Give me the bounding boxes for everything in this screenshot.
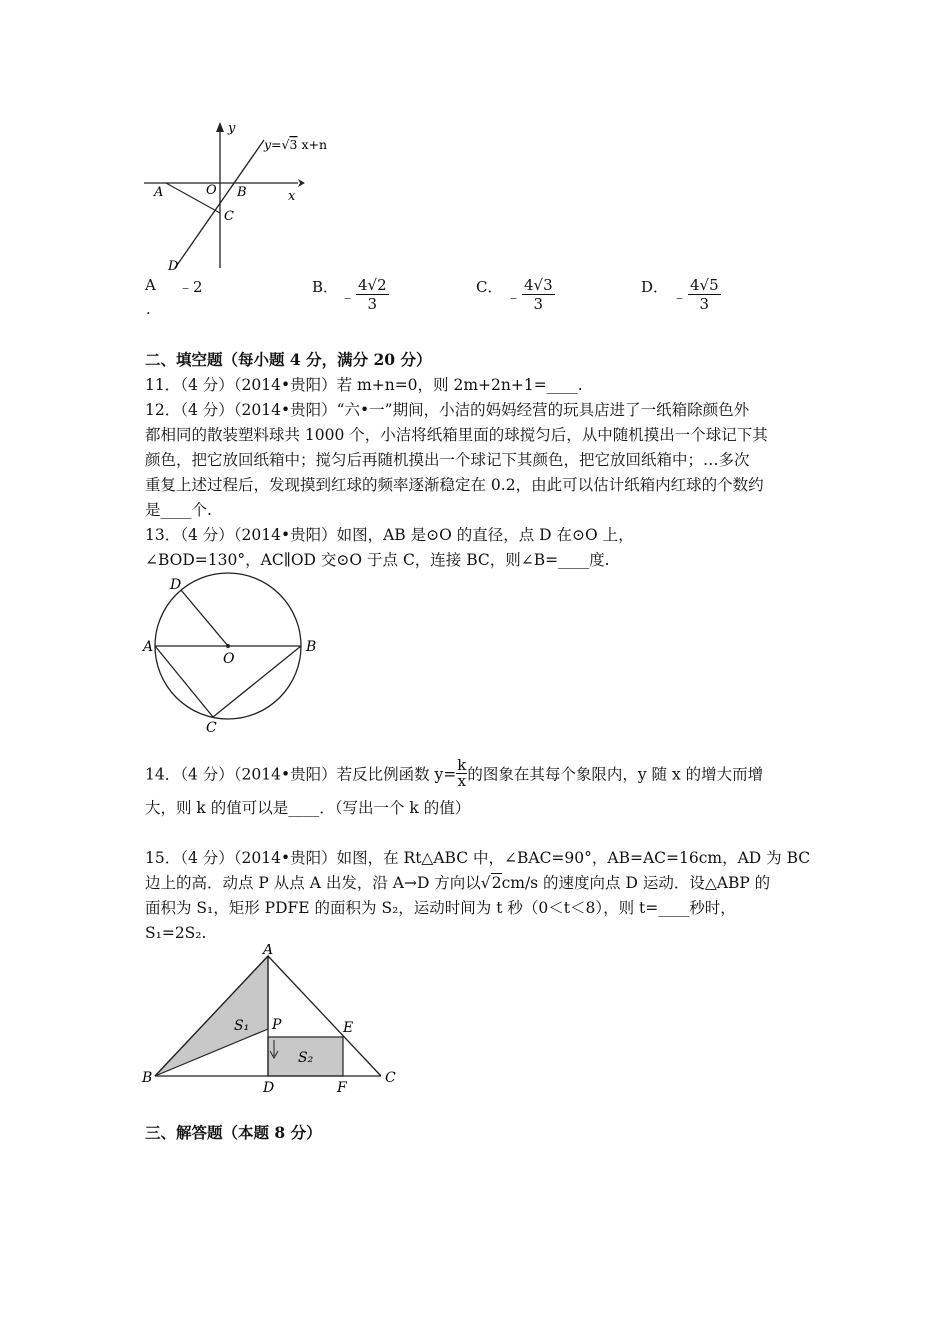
y-axis-arrow (216, 122, 224, 132)
label-d: D (170, 577, 182, 593)
question-12-line3: 颜色，把它放回纸箱中；搅匀后再随机摸出一个球记下其颜色，把它放回纸箱中；…多次 (145, 451, 750, 469)
label-a: A (154, 185, 164, 200)
x-axis-arrow (298, 179, 305, 187)
question-15-line1: 15．（4 分）（2014•贵阳）如图，在 Rt△ABC 中，∠BAC=90°，AB=AC=16cm，AD 为 BC (145, 849, 811, 867)
label-f: F (337, 1080, 347, 1094)
option-a-letter: A (145, 276, 156, 294)
option-c-numerator: 4√3 (524, 276, 553, 294)
option-d-numerator: 4√5 (690, 276, 719, 294)
label-c: C (206, 720, 217, 736)
label-d: D (263, 1080, 275, 1094)
option-c-letter: C． (476, 278, 503, 296)
question-14-suffix: 的图象在其每个象限内，y 随 x 的增大而增 (467, 765, 764, 784)
line-equation-label: y=√3 x+n (264, 137, 328, 152)
label-c: C (385, 1070, 396, 1086)
label-o: O (206, 183, 217, 198)
label-e: E (343, 1020, 354, 1036)
option-a-dot: . (146, 300, 151, 318)
label-s1: S₁ (234, 1018, 250, 1034)
figure-triangle (140, 944, 405, 1094)
question-15-line2-prefix: 边上的高．动点 P 从点 A 出发，沿 A→D 方向以 (145, 874, 481, 892)
option-b-fraction (356, 276, 389, 313)
label-a: A (143, 639, 154, 655)
question-15-line3: 面积为 S₁，矩形 PDFE 的面积为 S₂，运动时间为 t 秒（0＜t＜8），则 t=____秒时， (145, 899, 736, 917)
question-11: 11．（4 分）（2014•贵阳）若 m+n=0，则 2m+2n+1=____. (145, 376, 583, 394)
option-d-sign: ﹣ (672, 288, 688, 306)
option-b-numerator: 4√2 (358, 276, 387, 294)
option-d-letter: D． (641, 278, 669, 296)
label-d: D (168, 259, 179, 274)
center-point (226, 644, 230, 648)
option-d-denominator: 3 (699, 295, 710, 313)
question-14-k: k (457, 756, 467, 774)
option-c-denominator: 3 (533, 295, 544, 313)
question-15-line2 (145, 872, 770, 894)
label-a: A (263, 944, 274, 958)
question-12-line2: 都相同的散装塑料球共 1000 个，小洁将纸箱里面的球搅匀后，从中随机摸出一个球记下其 (145, 426, 768, 444)
question-15-line4: S₁=2S₂. (145, 924, 207, 942)
option-a-value: ﹣2 (178, 278, 203, 296)
question-15-line2-suffix: cm/s 的速度向点 D 运动．设△ABP 的 (501, 874, 771, 892)
question-13-line1: 13．（4 分）（2014•贵阳）如图，AB 是⊙O 的直径，点 D 在⊙O 上， (145, 526, 634, 544)
label-b: B (237, 185, 247, 200)
question-13-line2: ∠BOD=130°，AC∥OD 交⊙O 于点 C，连接 BC，则∠B=____度. (145, 551, 610, 569)
question-14-line2: 大，则 k 的值可以是____．（写出一个 k 的值） (145, 799, 471, 817)
figure-circle (140, 572, 330, 737)
segment-od (181, 590, 228, 646)
option-c-sign: ﹣ (506, 288, 522, 306)
label-y: y (228, 121, 236, 136)
section3-heading: 三、解答题（本题 8 分） (145, 1123, 322, 1142)
option-b-letter: B． (312, 278, 339, 296)
option-d-fraction (688, 276, 721, 313)
question-14-line1 (145, 756, 764, 791)
question-14-prefix: 14．（4 分）（2014•贵阳）若反比例函数 y= (145, 765, 457, 784)
figure-line-graph (140, 118, 360, 278)
label-x: x (288, 189, 296, 204)
question-12-line5: 是____个. (145, 501, 212, 519)
question-14-x: x (457, 772, 467, 790)
question-15-root: 2 (491, 874, 502, 892)
label-b: B (306, 639, 317, 655)
label-b: B (142, 1070, 153, 1086)
question-12-line1: 12．（4 分）（2014•贵阳）“六•一”期间，小洁的妈妈经营的玩具店进了一纸箱除颜色外 (145, 401, 750, 419)
question-12-line4: 重复上述过程后，发现摸到红球的频率逐渐稳定在 0.2，由此可以估计纸箱内红球的个数约 (145, 476, 764, 494)
label-o: O (223, 651, 235, 667)
label-s2: S₂ (298, 1050, 314, 1066)
option-c-fraction (522, 276, 555, 313)
section2-heading: 二、填空题（每小题 4 分，满分 20 分） (145, 350, 432, 369)
option-b-sign: ﹣ (340, 288, 356, 306)
label-c: C (224, 209, 234, 224)
sqrt-sign: √ (480, 874, 491, 892)
label-p: P (272, 1017, 282, 1033)
question-14-fraction (456, 758, 467, 789)
option-b-denominator: 3 (367, 295, 378, 313)
